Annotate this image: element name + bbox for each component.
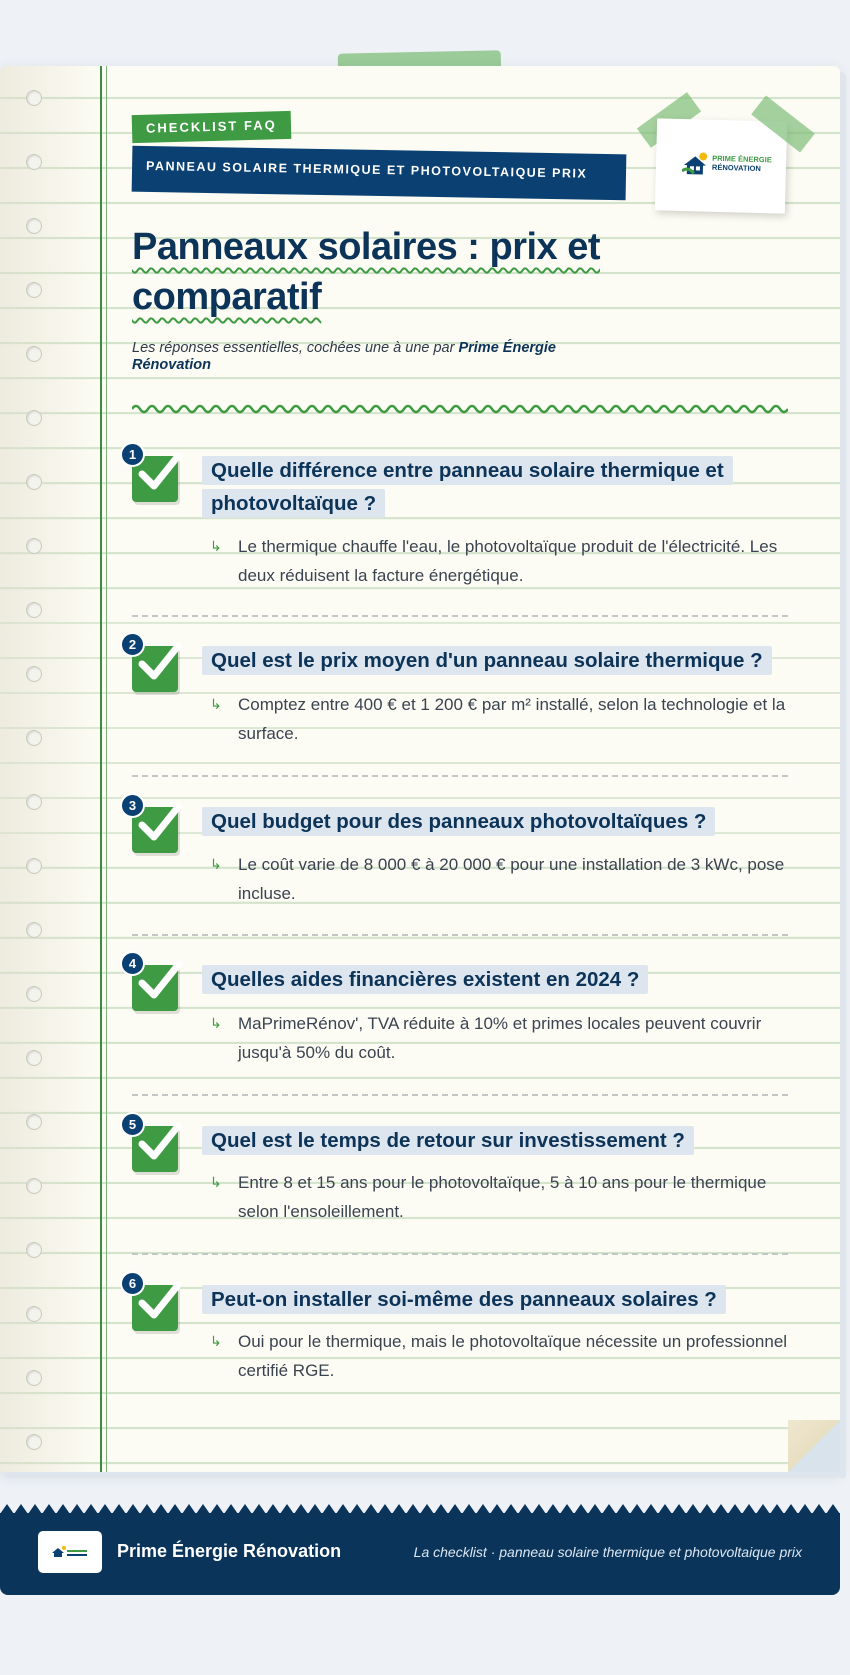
binder-hole (26, 282, 42, 298)
arrow-return-icon: ↳ (210, 1333, 222, 1349)
binder-hole (26, 666, 42, 682)
footer-logo (38, 1531, 102, 1573)
logo-card (655, 118, 787, 213)
binder-hole (26, 1242, 42, 1258)
binder-hole (26, 730, 42, 746)
item-number: 4 (120, 951, 145, 976)
topic-banner: PANNEAU SOLAIRE THERMIQUE ET PHOTOVOLTAIQUE PRIX (132, 146, 627, 201)
binder-hole (26, 602, 42, 618)
faq-question: Quel est le temps de retour sur investissement ? (202, 1124, 812, 1157)
dashed-separator (132, 615, 788, 617)
arrow-return-icon: ↳ (210, 856, 222, 872)
faq-answer: MaPrimeRénov', TVA réduite à 10% et primes locales peuvent couvrir jusqu'à 50% du coût. (238, 1014, 762, 1062)
binder-hole (26, 1370, 42, 1386)
footer (0, 1513, 840, 1595)
margin-line (100, 66, 102, 1472)
binder-hole (26, 1050, 42, 1066)
page-title: Panneaux solaires : prix et comparatif (132, 226, 601, 318)
binder-hole (26, 1178, 42, 1194)
footer-tagline: La checklist · panneau solaire thermique et photovoltaique prix (413, 1544, 802, 1560)
binder-hole (26, 1114, 42, 1130)
footer-brand: Prime Énergie Rénovation (117, 1541, 342, 1561)
faq-question: Quel budget pour des panneaux photovoltaïques ? (202, 805, 812, 838)
house-sun-logo-icon (682, 151, 711, 176)
dashed-separator (132, 1253, 788, 1255)
item-number: 6 (120, 1271, 145, 1296)
binder-hole (26, 538, 42, 554)
binder-hole (26, 90, 42, 106)
arrow-return-icon: ↳ (210, 696, 222, 712)
arrow-return-icon: ↳ (210, 538, 222, 554)
item-number: 5 (120, 1112, 145, 1137)
arrow-return-icon: ↳ (210, 1015, 222, 1031)
faq-answer: Oui pour le thermique, mais le photovoltaïque nécessite un professionnel certifié RGE. (238, 1332, 788, 1380)
faq-answer: Comptez entre 400 € et 1 200 € par m² installé, selon la technologie et la surface. (238, 695, 786, 743)
checklist-tag: CHECKLIST FAQ (132, 111, 291, 143)
faq-answer: Entre 8 et 15 ans pour le photovoltaïque, 5 à 10 ans pour le thermique selon l'ensoleillement. (238, 1173, 767, 1221)
faq-answer: Le thermique chauffe l'eau, le photovoltaïque produit de l'électricité. Les deux réduisent la facture énergétique. (238, 537, 778, 585)
item-number: 3 (120, 793, 145, 818)
arrow-return-icon: ↳ (210, 1174, 222, 1190)
item-number: 2 (120, 632, 145, 657)
binder-hole (26, 858, 42, 874)
binder-hole (26, 218, 42, 234)
faq-question: Quelle différence entre panneau solaire thermique et photovoltaïque ? (202, 454, 812, 520)
item-number: 1 (120, 442, 145, 467)
binder-hole (26, 986, 42, 1002)
faq-question: Peut-on installer soi-même des panneaux solaires ? (202, 1283, 812, 1316)
dashed-separator (132, 775, 788, 777)
subtitle-brand: Prime Énergie Rénovation (132, 340, 556, 373)
binder-hole (26, 922, 42, 938)
dashed-separator (132, 1094, 788, 1096)
margin-line-secondary (106, 66, 107, 1472)
footer-zigzag (0, 1500, 840, 1514)
binder-hole (26, 794, 42, 810)
subtitle: Les réponses essentielles, cochées une à une par Prime Énergie Rénovation (132, 340, 556, 373)
binder-hole (26, 346, 42, 362)
faq-question: Quelles aides financières existent en 2024 ? (202, 963, 812, 996)
faq-question: Quel est le prix moyen d'un panneau solaire thermique ? (202, 644, 812, 677)
binder-hole (26, 1306, 42, 1322)
binder-hole (26, 410, 42, 426)
binder-hole (26, 1434, 42, 1450)
binder-hole (26, 154, 42, 170)
footer-logo-icon (38, 1531, 102, 1573)
faq-answer: Le coût varie de 8 000 € à 20 000 € pour une installation de 3 kWc, pose incluse. (238, 855, 785, 903)
binder-hole (26, 474, 42, 490)
page-curl (788, 1420, 840, 1472)
wave-divider (132, 402, 788, 416)
dashed-separator (132, 934, 788, 936)
logo-text: PRIME ÉNERGIE RÉNOVATION (711, 153, 772, 174)
